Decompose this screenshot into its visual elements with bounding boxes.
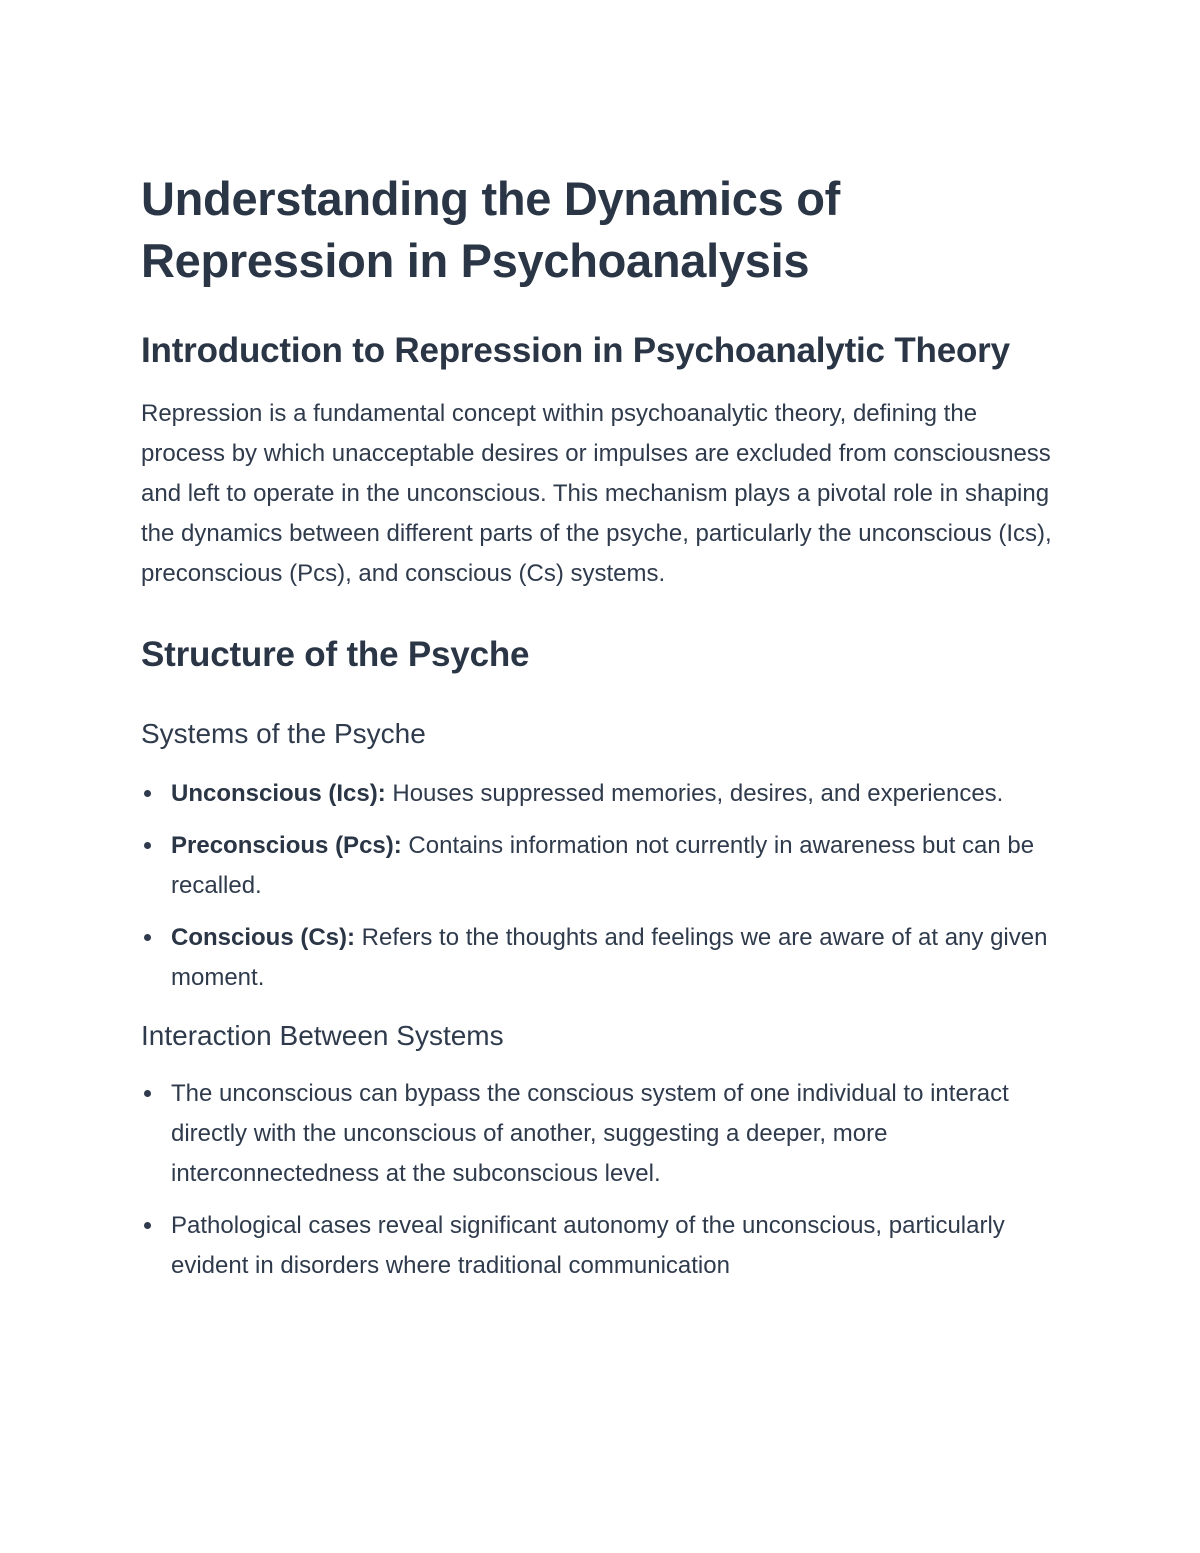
subheading-interaction: Interaction Between Systems <box>141 1020 504 1051</box>
list-item <box>141 1074 1061 1194</box>
list-item-text: Houses suppressed memories, desires, and experiences. <box>385 780 1004 807</box>
section-heading-structure: Structure of the Psyche <box>141 635 530 674</box>
list-item-text: Refers to the thoughts and feelings we are aware of at any given moment. <box>171 924 1048 991</box>
document-page <box>141 168 1061 1298</box>
bullet-icon <box>144 1090 151 1097</box>
bullet-icon <box>144 934 151 941</box>
list-item-term: Conscious (Cs): <box>171 924 356 951</box>
bullet-icon <box>144 1222 151 1229</box>
bullet-icon <box>144 790 151 797</box>
list-item-term: Unconscious (Ics): <box>171 780 386 807</box>
list-item-text: Pathological cases reveal significant autonomy of the unconscious, particularly evident in disorders where traditional communication <box>171 1212 1005 1279</box>
list-item-text: Contains information not currently in awareness but can be recalled. <box>171 832 1035 899</box>
list-item <box>141 1206 1061 1286</box>
section-heading-introduction: Introduction to Repression in Psychoanalytic Theory <box>141 331 1010 370</box>
interaction-list <box>141 1074 1061 1286</box>
list-item-text: The unconscious can bypass the conscious system of one individual to interact directly with the unconscious of another, suggesting a deeper, more interconnectedness at the subconscious level. <box>171 1080 1009 1187</box>
document-title: Understanding the Dynamics of Repression in Psychoanalysis <box>141 172 841 287</box>
list-item-term: Preconscious (Pcs): <box>171 832 402 859</box>
bullet-icon <box>144 842 151 849</box>
intro-paragraph: Repression is a fundamental concept within psychoanalytic theory, defining the process by which unacceptable desires or impulses are excluded from consciousness and left to operate in the unconscious. This mechanism plays a pivotal role in shaping the dynamics between different parts of the psyche, particularly the unconscious (Ics), preconscious (Pcs), and conscious (Cs) systems. <box>141 400 1052 587</box>
list-item <box>141 774 1061 814</box>
subheading-systems: Systems of the Psyche <box>141 718 426 749</box>
systems-list <box>141 774 1061 998</box>
list-item <box>141 826 1061 906</box>
list-item <box>141 918 1061 998</box>
